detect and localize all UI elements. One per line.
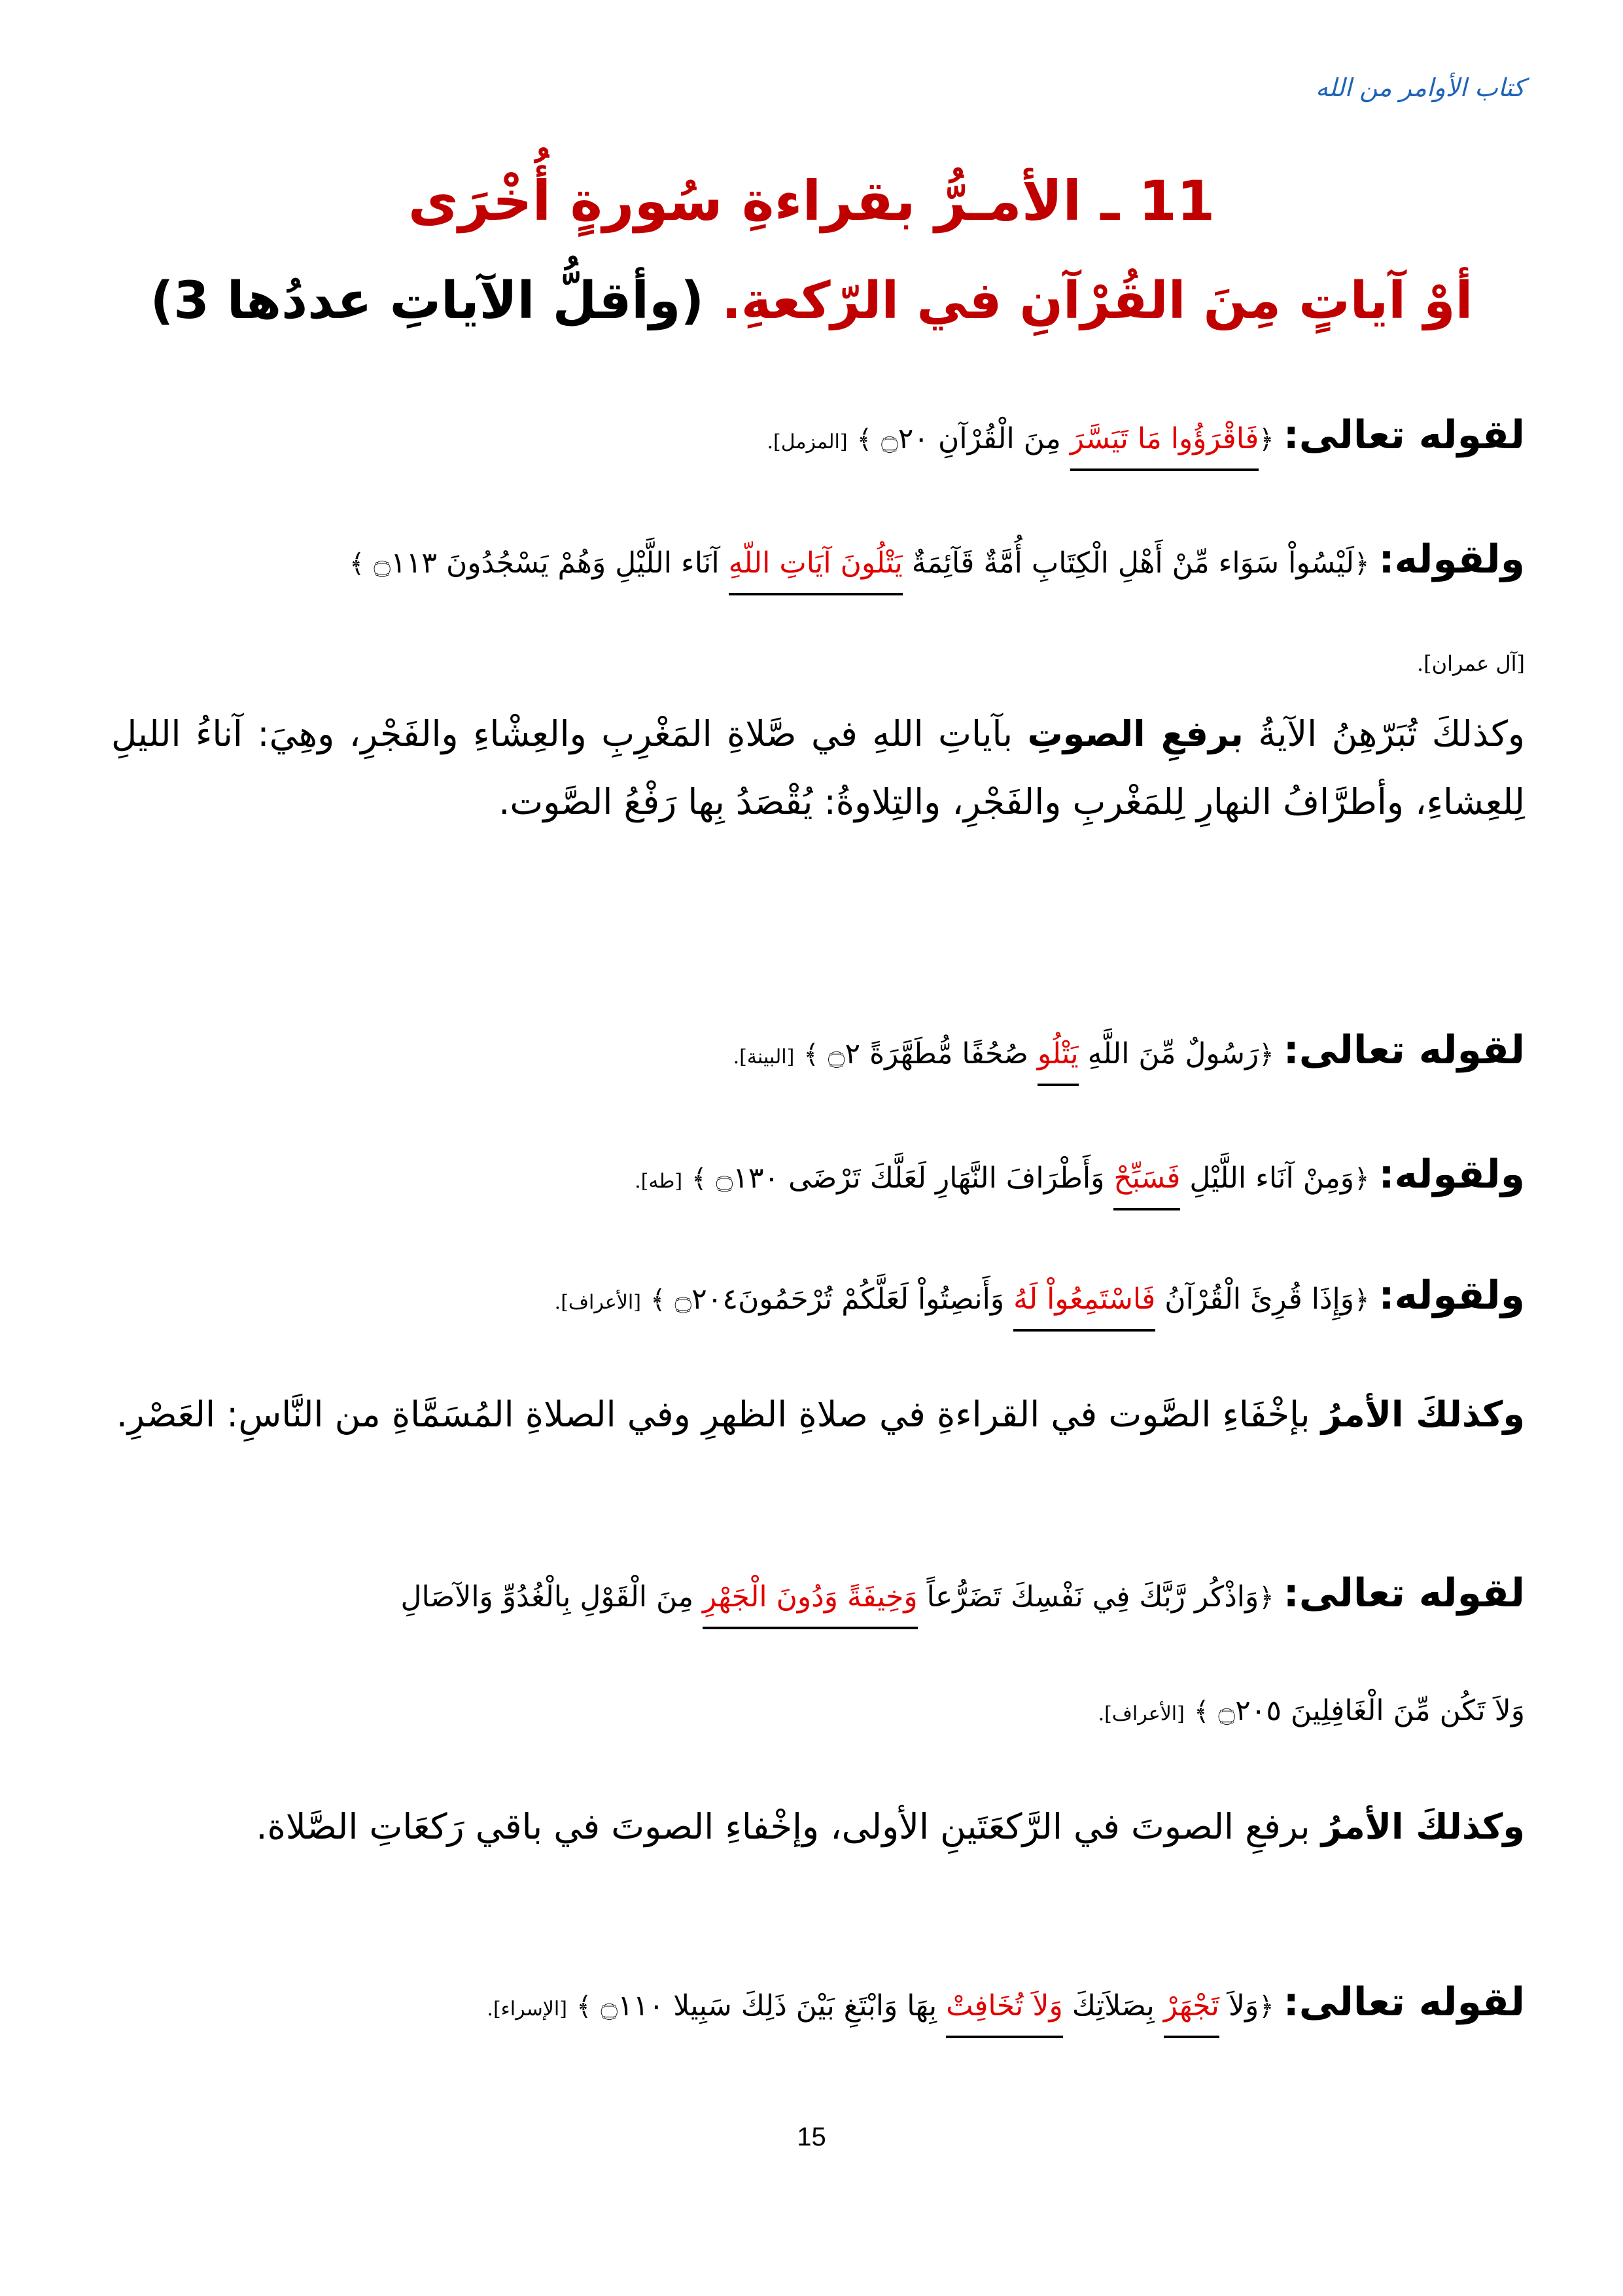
- verse-open-bracket: ﴿: [1259, 425, 1274, 455]
- paragraph-emphasis: برفعِ الصوتِ: [1027, 713, 1244, 754]
- verse-text-post: مِنَ الْقُرْآنِ ۝٢٠: [872, 422, 1070, 455]
- page-number: 15: [797, 2123, 826, 2151]
- verse-text: وَلاَ تَكُن مِّنَ الْغَافِلِينَ ۝٢٠٥: [1209, 1694, 1525, 1727]
- verse-open-bracket: ﴿: [1259, 1992, 1274, 2022]
- verse-text-post: وَأَطْرَافَ النَّهَارِ لَعَلَّكَ تَرْضَى ۝١٣٠: [707, 1161, 1114, 1195]
- chapter-title: 11 ـ الأمـرُّ بقراءةِ سُورةٍ أُخْرَى: [408, 169, 1215, 233]
- verse-text-pre: وَمِنْ آنَاء اللَّيْلِ: [1180, 1161, 1355, 1195]
- verse-highlight: يَتْلُونَ آيَاتِ اللّهِ: [729, 534, 903, 595]
- paragraph: [111, 1381, 1525, 1449]
- verse-line: [98, 1021, 1525, 1080]
- verse-label: لقوله تعالى:: [1283, 412, 1525, 458]
- verse-source: [آل عمران].: [1416, 651, 1525, 676]
- verse-open-bracket: ﴿: [1354, 549, 1370, 579]
- verse-highlight: فَاسْتَمِعُواْ لَهُ: [1013, 1270, 1155, 1332]
- paragraph: [111, 700, 1525, 836]
- verse-label: لقوله تعالى:: [1283, 1979, 1525, 2025]
- verse-text-post: آنَاء اللَّيْلِ وَهُمْ يَسْجُدُونَ ۝١١٣: [364, 546, 729, 580]
- chapter-subtitle-main: أوْ آياتٍ مِنَ القُرْآنِ في الرّكعةِ.: [722, 272, 1473, 330]
- verse-label: لقوله تعالى:: [1283, 1570, 1525, 1616]
- verse-close-bracket: ﴾: [349, 549, 365, 579]
- verse-highlight: وَلاَ تُخَافِتْ: [946, 1977, 1063, 2038]
- verse-close-bracket: ﴾: [856, 425, 872, 455]
- verse-label: ولقوله:: [1378, 1273, 1525, 1318]
- verse-text-pre: وَإِذَا قُرِئَ الْقُرْآنُ: [1155, 1282, 1355, 1316]
- verse-text-post: وَأَنصِتُواْ لَعَلَّكُمْ تُرْحَمُونَ۝٢٠٤: [665, 1282, 1014, 1316]
- verse-text-post: صُحُفًا مُّطَهَّرَةً ۝٢: [818, 1037, 1038, 1070]
- paragraph-text: بآياتِ اللهِ في صَّلاةِ المَغْرِبِ والعِشْاءِ والفَجْرِ، وهِيَ: آناءُ الليلِ لِلعِشاءِ، وأطرَّافُ النهارِ لِلمَغْربِ والفَجْرِ، والتِلاوةُ: يُقْصَدُ بِها رَفْعُ الصَّوت.: [111, 713, 1525, 822]
- verse-close-bracket: ﴾: [650, 1285, 666, 1315]
- verse-text-pre: وَلاَ: [1219, 1989, 1259, 2022]
- verse-highlight: فَاقْرَؤُوا مَا تَيَسَّرَ: [1070, 410, 1259, 471]
- verse-text-pre: لَيْسُواْ سَوَاء مِّنْ أَهْلِ الْكِتَابِ أُمَّةٌ قَآئِمَةٌ: [902, 546, 1355, 580]
- verse-close-bracket: ﴾: [691, 1164, 707, 1194]
- paragraph-emphasis: وكذلكَ الأمرُ: [1321, 1806, 1525, 1847]
- verse-line-continuation: [98, 1682, 1525, 1740]
- verse-text-pre: وَاذْكُر رَّبَّكَ فِي نَفْسِكَ تَضَرُّعاً: [917, 1580, 1259, 1614]
- paragraph-text: برفعِ الصوتَ في الرَّكعَتَينِ الأولى، وإخْفاءِ الصوتَ في باقي رَكعَاتِ الصَّلاة.: [256, 1806, 1321, 1847]
- paragraph-text: وكذلكَ تُبَرّهِنُ الآيةُ: [1243, 713, 1525, 754]
- chapter-subtitle: [105, 272, 1518, 330]
- verse-line: [98, 1145, 1525, 1204]
- verse-close-bracket: ﴾: [803, 1040, 819, 1070]
- verse-text-post: بِصَلاَتِكَ: [1062, 1989, 1164, 2022]
- verse-source: [الأعراف].: [1098, 1703, 1185, 1725]
- verse-text-post: مِنَ الْقَوْلِ بِالْغُدُوِّ وَالآصَالِ: [400, 1580, 703, 1614]
- verse-source: [البينة].: [733, 1046, 795, 1069]
- verse-close-bracket: ﴾: [1193, 1697, 1210, 1727]
- chapter-subtitle-note: (وأقلُّ الآياتِ عددُها 3): [150, 272, 705, 330]
- verse-highlight: وَخِيفَةً وَدُونَ الْجَهْرِ: [703, 1568, 918, 1629]
- verse-close-bracket: ﴾: [576, 1992, 592, 2022]
- verse-source: [الأعراف].: [554, 1291, 641, 1314]
- book-title-header: كتاب الأوامر من الله: [1316, 73, 1525, 102]
- verse-text-post: بِهَا وَابْتَغِ بَيْنَ ذَلِكَ سَبِيلا ۝١١٠: [591, 1989, 947, 2022]
- verse-source: [المزمل].: [767, 431, 848, 453]
- verse-open-bracket: ﴿: [1354, 1285, 1370, 1315]
- verse-open-bracket: ﴿: [1259, 1040, 1274, 1070]
- verse-line: [98, 530, 1525, 589]
- verse-label: لقوله تعالى:: [1283, 1027, 1525, 1073]
- verse-label: ولقوله:: [1378, 537, 1525, 582]
- verse-highlight: تَجْهَرْ: [1164, 1977, 1219, 2038]
- verse-line: [98, 1973, 1525, 2032]
- verse-highlight: يَتْلُو: [1038, 1025, 1079, 1086]
- paragraph-text: بإخْفَاءِ الصَّوت في القراءةِ في صلاةِ الظهرِ وفي الصلاةِ المُسَمَّاةِ من النَّاسِ: العَصْرِ.: [116, 1394, 1321, 1435]
- verse-line: [98, 406, 1525, 465]
- paragraph-emphasis: وكذلكَ الأمرُ: [1321, 1394, 1525, 1435]
- verse-line: [98, 1564, 1525, 1623]
- verse-highlight: فَسَبِّحْ: [1113, 1149, 1180, 1210]
- verse-open-bracket: ﴿: [1354, 1164, 1370, 1194]
- verse-source: [طه].: [635, 1170, 683, 1193]
- verse-open-bracket: ﴿: [1259, 1583, 1274, 1613]
- paragraph: [111, 1793, 1525, 1861]
- verse-source: [الإسراء].: [487, 1998, 567, 2021]
- verse-line: [98, 1266, 1525, 1325]
- verse-text-pre: رَسُولٌ مِّنَ اللَّهِ: [1078, 1037, 1259, 1070]
- verse-label: ولقوله:: [1378, 1152, 1525, 1197]
